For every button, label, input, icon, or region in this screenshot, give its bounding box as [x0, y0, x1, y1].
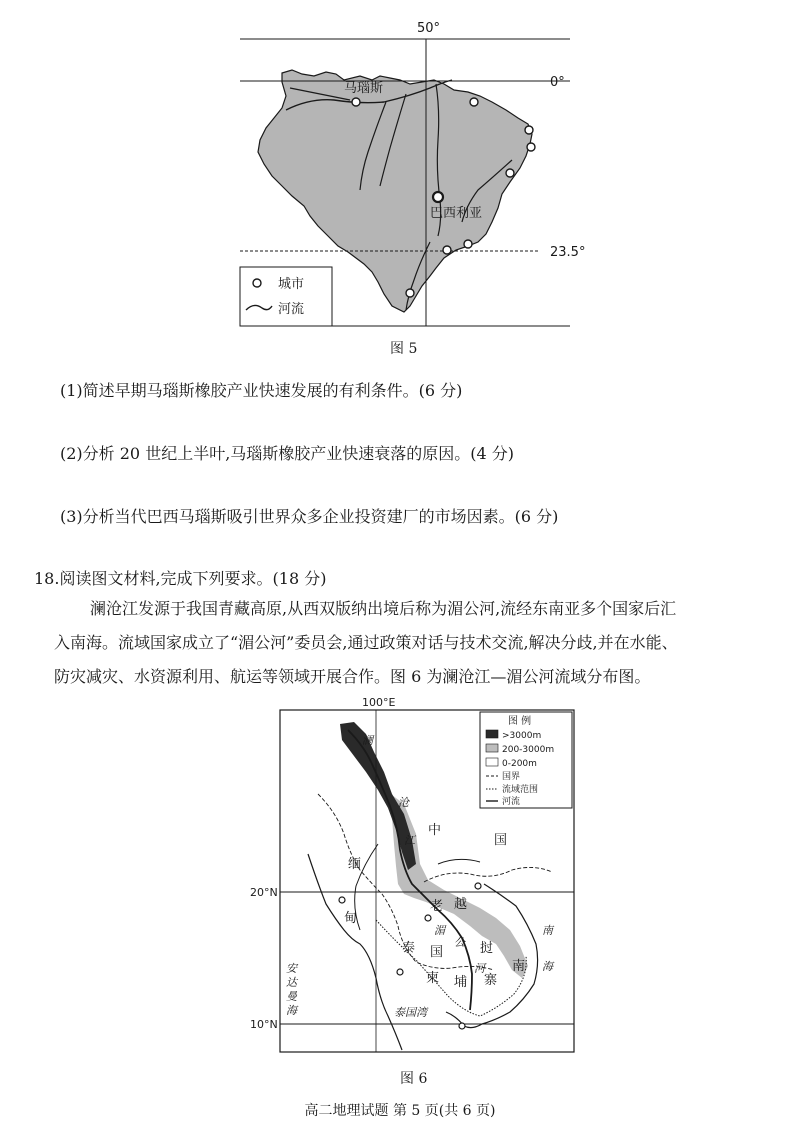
label-cambodia: 柬 [426, 971, 440, 986]
legend-river-label: 河流 [278, 302, 305, 317]
label-china: 国 [494, 833, 508, 848]
legend-low-swatch [486, 758, 498, 766]
figure-5-brazil-map [230, 10, 590, 332]
legend-border-label: 国界 [502, 772, 521, 782]
figure-6-caption: 图 6 [400, 1071, 428, 1087]
latitude-10n-label: 10°N [250, 1018, 278, 1031]
city-marker [475, 883, 481, 889]
label-thailand: 国 [430, 945, 444, 960]
tropic-label: 23.5° [550, 245, 586, 260]
legend-city-icon [253, 279, 261, 287]
paragraph-line: 防灾减灾、水资源利用、航运等领域开展合作。图 6 为澜沧江—湄公河流域分布图。 [54, 667, 651, 686]
page-footer: 高二地理试题 第 5 页(共 6 页) [304, 1103, 496, 1119]
city-marker [443, 246, 451, 254]
legend-title: 图 例 [508, 716, 532, 727]
equator-label: 0° [550, 75, 565, 90]
label-mekong: 湄 [434, 924, 445, 937]
legend-city-label: 城市 [278, 277, 305, 292]
label-thailand: 泰 [402, 941, 416, 956]
legend-high-swatch [486, 730, 498, 738]
label-myanmar: 甸 [344, 911, 358, 926]
legend-mid-swatch [486, 744, 498, 752]
label-andaman-sea: 海 [286, 1004, 297, 1017]
city-marker [464, 240, 472, 248]
label-lancang: 沧 [398, 796, 409, 809]
label-vietnam: 南 [512, 959, 526, 974]
city-manaus-label: 马瑙斯 [344, 81, 384, 96]
label-lancang: 江 [404, 834, 415, 847]
longitude-50-label: 50° [417, 21, 441, 36]
label-myanmar: 缅 [348, 857, 362, 872]
legend-box [240, 267, 332, 326]
figure-5-caption: 图 5 [390, 341, 418, 357]
figure-6-mekong-map [248, 694, 580, 1060]
label-andaman-sea: 达 [286, 976, 297, 989]
legend-low-label: 0-200m [502, 759, 537, 769]
city-marker [425, 915, 431, 921]
city-marker [527, 143, 535, 151]
label-andaman-sea: 曼 [286, 990, 297, 1003]
legend-river-label: 河流 [502, 797, 521, 807]
label-laos: 挝 [480, 941, 494, 956]
label-mekong: 河 [474, 962, 485, 975]
question-17-3: (3)分析当代巴西马瑙斯吸引世界众多企业投资建厂的市场因素。(6 分) [60, 507, 559, 526]
label-south-china-sea: 南 [542, 924, 553, 937]
latitude-20n-label: 20°N [250, 886, 278, 899]
label-cambodia: 埔 [454, 975, 468, 990]
city-brasilia-label: 巴西利亚 [430, 206, 483, 221]
city-brasilia-marker [433, 192, 443, 202]
label-mekong: 公 [454, 936, 465, 949]
label-andaman-sea: 安 [286, 962, 297, 975]
paragraph-line: 入南海。流域国家成立了“湄公河”委员会,通过政策对话与技术交流,解决分歧,并在水能、 [54, 633, 678, 652]
label-vietnam: 越 [454, 897, 468, 912]
label-china: 中 [428, 823, 442, 838]
question-18-paragraph [34, 592, 774, 694]
legend-basin-label: 流域范围 [502, 785, 539, 795]
city-marker [506, 169, 514, 177]
label-lancang: 澜 [362, 734, 373, 747]
city-marker [470, 98, 478, 106]
city-manaus-marker [352, 98, 360, 106]
city-marker [339, 897, 345, 903]
longitude-100e-label: 100°E [362, 696, 396, 709]
city-marker [459, 1023, 465, 1029]
city-marker [397, 969, 403, 975]
legend-mid-label: 200-3000m [502, 745, 555, 755]
legend-high-label: >3000m [502, 731, 542, 741]
question-17-1: (1)简述早期马瑙斯橡胶产业快速发展的有利条件。(6 分) [60, 381, 463, 400]
city-marker [406, 289, 414, 297]
city-marker [525, 126, 533, 134]
label-south-china-sea: 海 [542, 960, 553, 973]
label-gulf-of-thailand: 泰国湾 [394, 1006, 427, 1019]
question-17-2: (2)分析 20 世纪上半叶,马瑙斯橡胶产业快速衰落的原因。(4 分) [60, 444, 515, 463]
question-18-title: 18.阅读图文材料,完成下列要求。(18 分) [34, 569, 327, 588]
label-laos: 老 [430, 899, 444, 914]
paragraph-line: 澜沧江发源于我国青藏高原,从西双版纳出境后称为湄公河,流经东南亚多个国家后汇 [90, 599, 677, 618]
label-cambodia: 寨 [484, 973, 498, 988]
